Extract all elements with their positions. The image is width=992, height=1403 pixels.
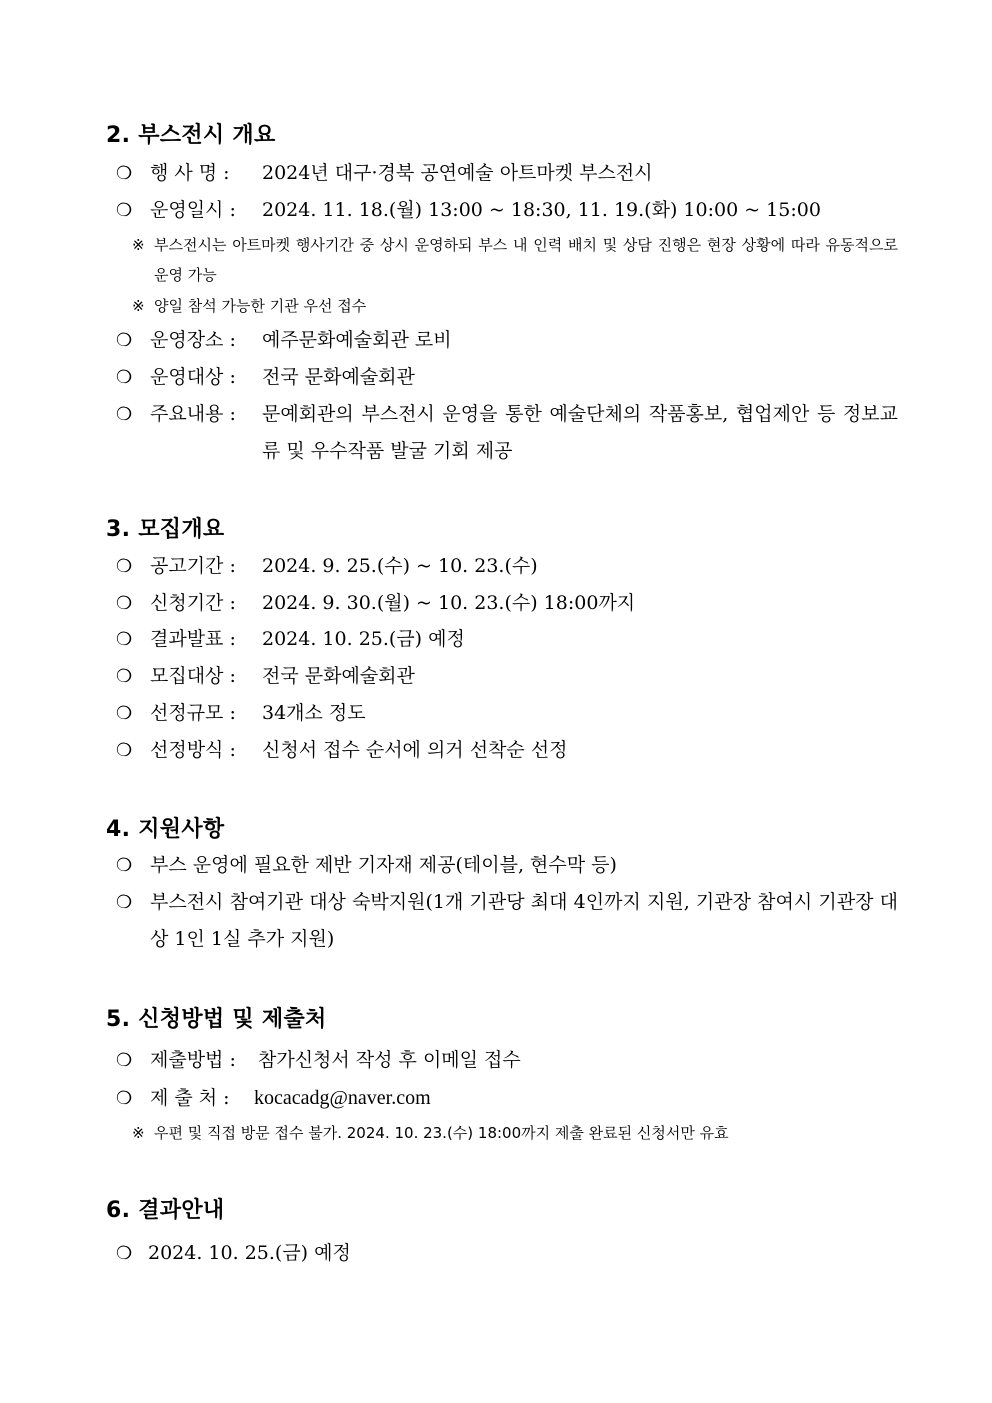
item-value: 2024. 9. 25.(수) ~ 10. 23.(수) bbox=[262, 555, 538, 577]
circle-bullet-icon: ❍ bbox=[116, 367, 133, 388]
item-value: 전국 문화예술회관 bbox=[262, 366, 415, 388]
section-heading-application-method: 5. 신청방법 및 제출처 bbox=[106, 1007, 327, 1032]
item-value: 문예회관의 부스전시 운영을 통한 예술단체의 작품홍보, 협업제안 등 정보교류 및 우수작품 발굴 기회 제공 bbox=[262, 403, 898, 462]
reference-mark-icon: ※ bbox=[132, 236, 145, 254]
email-link[interactable]: kocacadg@naver.com bbox=[254, 1087, 431, 1109]
item-value: 부스 운영에 필요한 제반 기자재 제공(테이블, 현수막 등) bbox=[150, 854, 617, 876]
circle-bullet-icon: ❍ bbox=[116, 703, 133, 724]
circle-bullet-icon: ❍ bbox=[116, 740, 133, 761]
item-label: 제출방법 : bbox=[150, 1049, 236, 1071]
item-value: 34개소 정도 bbox=[262, 702, 366, 724]
note-text: 우편 및 직접 방문 접수 불가. 2024. 10. 23.(수) 18:00까지 제출 완료된 신청서만 유효 bbox=[154, 1124, 729, 1142]
circle-bullet-icon: ❍ bbox=[116, 666, 133, 687]
item-value: 2024. 10. 25.(금) 예정 bbox=[148, 1242, 351, 1264]
item-label: 운영대상 : bbox=[150, 366, 236, 388]
item-value: 2024년 대구·경북 공연예술 아트마켓 부스전시 bbox=[262, 162, 653, 184]
circle-bullet-icon: ❍ bbox=[116, 855, 133, 876]
note-text: 양일 참석 가능한 기관 우선 접수 bbox=[154, 297, 367, 315]
circle-bullet-icon: ❍ bbox=[116, 330, 133, 351]
item-value: 2024. 10. 25.(금) 예정 bbox=[262, 628, 465, 650]
circle-bullet-icon: ❍ bbox=[116, 1088, 133, 1109]
item-label: 행 사 명 : bbox=[150, 162, 230, 184]
circle-bullet-icon: ❍ bbox=[116, 200, 133, 221]
section-heading-recruitment-overview: 3. 모집개요 bbox=[106, 517, 225, 542]
item-value: 2024. 11. 18.(월) 13:00 ~ 18:30, 11. 19.(화) 10:00 ~ 15:00 bbox=[262, 199, 821, 221]
item-label: 결과발표 : bbox=[150, 628, 236, 650]
item-label: 공고기간 : bbox=[150, 555, 236, 577]
circle-bullet-icon: ❍ bbox=[116, 593, 133, 614]
item-label: 운영일시 : bbox=[150, 199, 236, 221]
section-heading-booth-overview: 2. 부스전시 개요 bbox=[106, 123, 276, 148]
item-label: 모집대상 : bbox=[150, 665, 236, 687]
section-heading-result-notice: 6. 결과안내 bbox=[106, 1198, 225, 1223]
item-label: 제 출 처 : bbox=[150, 1087, 230, 1109]
section-heading-support: 4. 지원사항 bbox=[106, 817, 225, 842]
circle-bullet-icon: ❍ bbox=[116, 556, 133, 577]
item-label: 주요내용 : bbox=[150, 403, 236, 425]
note-text: 부스전시는 아트마켓 행사기간 중 상시 운영하되 부스 내 인력 배치 및 상담 진행은 현장 상황에 따라 유동적으로 운영 가능 bbox=[154, 236, 898, 284]
item-label: 신청기간 : bbox=[150, 592, 236, 614]
reference-mark-icon: ※ bbox=[132, 1124, 145, 1142]
circle-bullet-icon: ❍ bbox=[116, 1243, 133, 1264]
item-value: 부스전시 참여기관 대상 숙박지원(1개 기관당 최대 4인까지 지원, 기관장 참여시 기관장 대상 1인 1실 추가 지원) bbox=[150, 891, 898, 950]
item-value: 신청서 접수 순서에 의거 선착순 선정 bbox=[262, 739, 568, 761]
item-label: 선정방식 : bbox=[150, 739, 236, 761]
item-value: 예주문화예술회관 로비 bbox=[262, 329, 452, 351]
item-label: 운영장소 : bbox=[150, 329, 236, 351]
reference-mark-icon: ※ bbox=[132, 297, 145, 315]
item-value: 전국 문화예술회관 bbox=[262, 665, 415, 687]
circle-bullet-icon: ❍ bbox=[116, 892, 133, 913]
item-value: 참가신청서 작성 후 이메일 접수 bbox=[258, 1049, 521, 1071]
item-label: 선정규모 : bbox=[150, 702, 236, 724]
circle-bullet-icon: ❍ bbox=[116, 163, 133, 184]
circle-bullet-icon: ❍ bbox=[116, 1050, 133, 1071]
circle-bullet-icon: ❍ bbox=[116, 629, 133, 650]
circle-bullet-icon: ❍ bbox=[116, 404, 133, 425]
item-value: 2024. 9. 30.(월) ~ 10. 23.(수) 18:00까지 bbox=[262, 592, 636, 614]
